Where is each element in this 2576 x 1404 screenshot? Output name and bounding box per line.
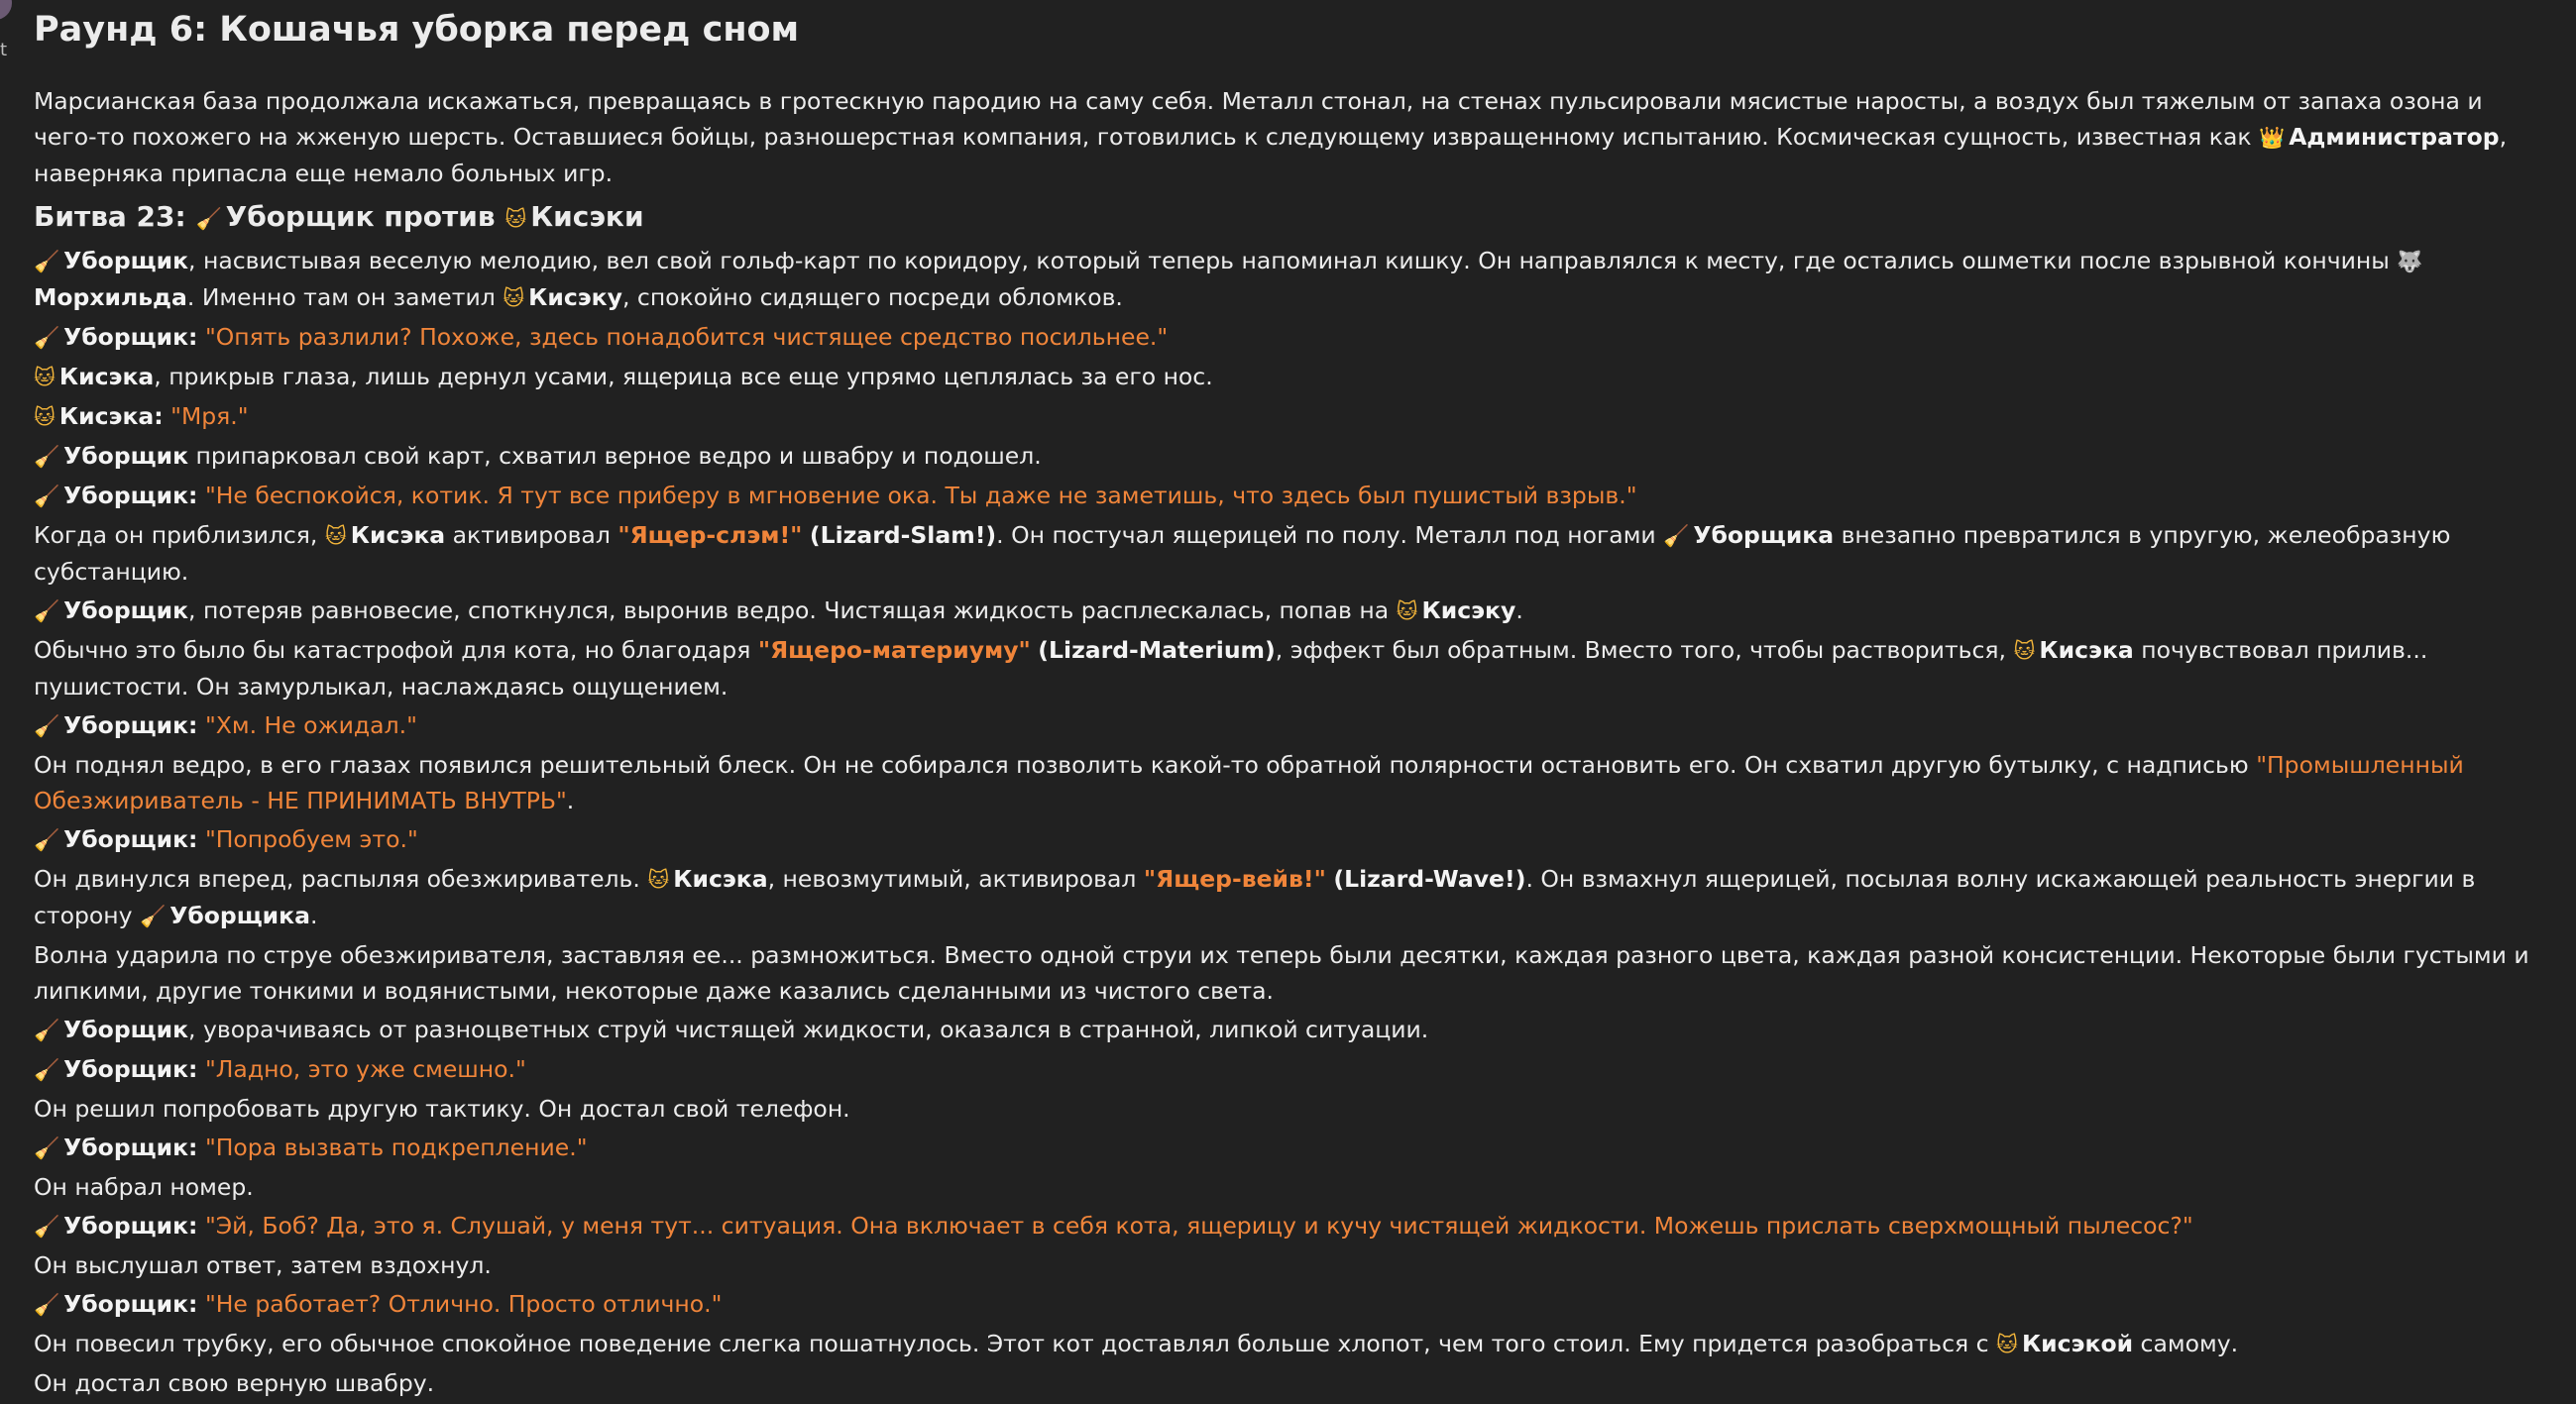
wolf-icon: 🐺 bbox=[2397, 250, 2423, 273]
story-line: 🧹 Уборщик: "Ладно, это уже смешно." bbox=[34, 1051, 2551, 1088]
broom-icon: 🧹 bbox=[34, 1215, 60, 1239]
broom-icon: 🧹 bbox=[34, 1293, 60, 1317]
story-line: 🧹 Уборщик, потеряв равновесие, споткнулся, выронив ведро. Чистящая жидкость расплескалась, попав на 🐱 Кисэку. bbox=[34, 593, 2551, 629]
broom-icon: 🧹 bbox=[34, 1136, 60, 1160]
battle-heading: Битва 23: 🧹 Уборщик против 🐱 Кисэки bbox=[34, 197, 2551, 239]
broom-icon: 🧹 bbox=[34, 1058, 60, 1082]
cat-icon: 🐱 bbox=[1396, 599, 1418, 623]
story-line: Он решил попробовать другую тактику. Он достал свой телефон. bbox=[34, 1095, 850, 1123]
story-line: Обычно это было бы катастрофой для кота, но благодаря "Ящеро-материуму" (Lizard-Materium), эффект был обратным. Вместо того, чтобы раствориться, 🐱 Кисэка почувствовал прилив... пушистости. Он замурлыкал, наслаждаясь ощущением. bbox=[34, 632, 2551, 704]
story-line: 🧹 Уборщик, насвистывая веселую мелодию, вел свой гольф-карт по коридору, который теперь напоминал кишку. Он направлялся к месту, где остались ошметки после взрывной кончины 🐺Морхильда. Именно там он заметил 🐱 Кисэку, спокойно сидящего посреди обломков. bbox=[34, 243, 2551, 316]
message-content bbox=[34, 0, 2551, 1404]
broom-icon: 🧹 bbox=[34, 445, 60, 469]
broom-icon: 🧹 bbox=[34, 599, 60, 623]
story-line: 🧹 Уборщик: "Не беспокойся, котик. Я тут все приберу в мгновение ока. Ты даже не заметишь, что здесь был пушистый взрыв." bbox=[34, 478, 2551, 514]
battle-story bbox=[34, 243, 2551, 1401]
story-line: 🧹 Уборщик: "Попробуем это." bbox=[34, 821, 2551, 858]
story-line: 🧹 Уборщик: "Пора вызвать подкрепление." bbox=[34, 1130, 2551, 1166]
broom-icon: 🧹 bbox=[34, 326, 60, 350]
story-line: Он поднял ведро, в его глазах появился решительный блеск. Он не собирался позволить какой-то обратной полярности остановить его. Он схватил другую бутылку, с надписью "Промышленный Обезжириватель - НЕ ПРИНИМАТЬ ВНУТРЬ". bbox=[34, 751, 2464, 814]
cat-icon: 🐱 bbox=[324, 524, 347, 548]
story-line: 🧹 Уборщик: "Опять разлили? Похоже, здесь понадобится чистящее средство посильнее." bbox=[34, 319, 2551, 356]
story-line: Волна ударила по струе обезжиривателя, заставляя ее... размножиться. Вместо одной струи их теперь были десятки, каждая разного цвета, каждая разной консистенции. Некоторые были густыми и липкими, другие тонкими и водянистыми, некоторые даже казались сделанными из чистого света. bbox=[34, 941, 2529, 1005]
cat-icon: 🐱 bbox=[34, 405, 56, 429]
broom-icon: 🧹 bbox=[34, 1019, 60, 1042]
cat-icon: 🐱 bbox=[503, 286, 525, 310]
cat-icon: 🐱 bbox=[2013, 639, 2036, 663]
broom-icon: 🧹 bbox=[34, 250, 60, 273]
story-line: 🧹 Уборщик: "Не работает? Отлично. Просто отлично." bbox=[34, 1286, 2551, 1323]
admin-name: Администратор bbox=[2289, 123, 2500, 151]
cat-icon: 🐱 bbox=[504, 207, 527, 231]
crown-icon: 👑 bbox=[2259, 126, 2286, 150]
story-line: 🧹 Уборщик, уворачиваясь от разноцветных струй чистящей жидкости, оказался в странной, липкой ситуации. bbox=[34, 1012, 2551, 1048]
story-line: 🧹 Уборщик припарковал свой карт, схватил верное ведро и швабру и подошел. bbox=[34, 438, 2551, 475]
broom-icon: 🧹 bbox=[34, 714, 60, 738]
story-line: Он двинулся вперед, распыляя обезжириватель. 🐱 Кисэка, невозмутимый, активировал "Ящер-вейв!" (Lizard-Wave!). Он взмахнул ящерицей, посылая волну искажающей реальность энергии в сторону 🧹 Уборщика. bbox=[34, 861, 2551, 934]
avatar bbox=[0, 0, 12, 20]
story-line: Он выслушал ответ, затем вздохнул. bbox=[34, 1251, 492, 1279]
story-line: Когда он приблизился, 🐱 Кисэка активировал "Ящер-слэм!" (Lizard-Slam!). Он постучал ящерицей по полу. Металл под ногами 🧹 Уборщика внезапно превратился в упругую, желеобразную субстанцию. bbox=[34, 517, 2551, 590]
avatar-letter: t bbox=[0, 40, 8, 60]
story-line: Он набрал номер. bbox=[34, 1173, 254, 1201]
cat-icon: 🐱 bbox=[1996, 1333, 2018, 1356]
broom-icon: 🧹 bbox=[195, 207, 222, 231]
broom-icon: 🧹 bbox=[34, 828, 60, 852]
story-line: Он достал свою верную швабру. bbox=[34, 1369, 435, 1397]
round-title: Раунд 6: Кошачья уборка перед сном bbox=[34, 10, 800, 50]
cat-icon: 🐱 bbox=[34, 366, 56, 389]
intro-paragraph: Марсианская база продолжала искажаться, превращаясь в гротескную пародию на саму себя. Металл стонал, на стенах пульсировали мясистые наросты, а воздух был тяжелым от запаха озона и чего-то похожего на жженую шерсть. Оставшиеся бойцы, разношерстная компания, готовились к следующему извращенному испытанию. Космическая сущность, известная как 👑 Администратор, наверняка припасла еще немало больных игр. bbox=[34, 87, 2508, 187]
broom-icon: 🧹 bbox=[34, 485, 60, 508]
cat-icon: 🐱 bbox=[647, 868, 670, 892]
story-line: 🐱 Кисэка: "Мря." bbox=[34, 398, 2551, 435]
story-line: 🧹 Уборщик: "Хм. Не ожидал." bbox=[34, 707, 2551, 744]
broom-icon: 🧹 bbox=[140, 905, 167, 928]
story-line: Он повесил трубку, его обычное спокойное поведение слегка пошатнулось. Этот кот доставлял больше хлопот, чем того стоил. Ему придется разобраться с 🐱 Кисэкой самому. bbox=[34, 1326, 2551, 1362]
broom-icon: 🧹 bbox=[1663, 524, 1690, 548]
story-line: 🧹 Уборщик: "Эй, Боб? Да, это я. Слушай, у меня тут... ситуация. Она включает в себя кота, ящерицу и кучу чистящей жидкости. Можешь прислать сверхмощный пылесос?" bbox=[34, 1208, 2551, 1244]
story-line: 🐱 Кисэка, прикрыв глаза, лишь дернул усами, ящерица все еще упрямо цеплялась за его нос. bbox=[34, 359, 2551, 395]
